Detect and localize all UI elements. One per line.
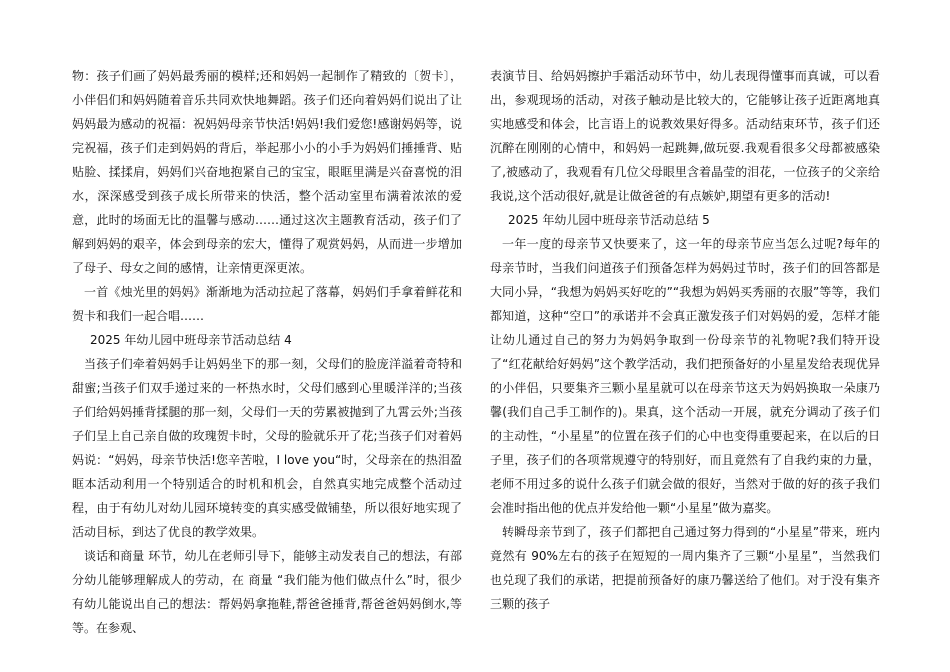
section-heading-4: 2025 年幼儿园中班母亲节活动总结 4 [90, 333, 292, 347]
right-column [490, 64, 880, 616]
paragraph-discussion: 谈话和商量 环节，幼儿在老师引导下，能够主动发表自己的想法，有部分幼儿能够理解成人的劳动，在 商量 “我们能为他们做点什么”时，很少有幼儿能说出自己的想法：帮妈妈拿拖鞋,帮爸爸捶背,帮爸爸妈妈倒水,等等。在参观、 [72, 549, 462, 635]
section-heading-5: 2025 年幼儿园中班母亲节活动总结 5 [508, 213, 710, 227]
paragraph-activities: 表演节目、给妈妈擦护手霜活动环节中，幼儿表现得懂事而真诚，可以看出，参观现场的活动，对孩子触动是比较大的，它能够让孩子近距离地真实地感受和体会，比言语上的说教效果好得多。活动结束环节，孩子们还沉醉在刚刚的心情中，和妈妈一起跳舞,做玩耍.我观看很多父母都被感染了,被感动了，我观看有几位父母眼里含着晶莹的泪花，一位孩子的父亲给我说,这个活动很好,就是让做爸爸的有点嫉妒,期望有更多的活动! [490, 69, 880, 203]
paragraph-song-ending: 一首《烛光里的妈妈》渐渐地为活动拉起了落幕，妈妈们手拿着鲜花和贺卡和我们一起合唱…… [72, 285, 462, 323]
left-column [72, 64, 462, 640]
paragraph-mothers-day: 转瞬母亲节到了，孩子们都把自己通过努力得到的“小星星”带来，班内竟然有 90%左右的孩子在短短的一周内集齐了三颗“小星星”，当然我们也兑现了我们的承诺，把提前预备好的康乃馨送给了他们。对于没有集齐三颗的孩子 [490, 525, 880, 611]
paragraph-summary-5: 一年一度的母亲节又快要来了，这一年的母亲节应当怎么过呢?每年的母亲节时，当我们问道孩子们预备怎样为妈妈过节时，孩子们的回答都是大同小异，“我想为妈妈买好吃的”“我想为妈妈买秀丽的衣服”等等，我们都知道，这种“空口”的承诺并不会真正激发孩子们对妈妈的爱，怎样才能让幼儿通过自己的努力为妈妈争取到一份母亲节的礼物呢?我们特开设了“红花献给好妈妈”这个教学活动，我们把预备好的小星星发给表现优异的小伴侣，只要集齐三颗小星星就可以在母亲节这天为妈妈换取一朵康乃馨(我们自己手工制作的)。果真，这个活动一开展，就充分调动了孩子们的主动性，“小星星”的位置在孩子们的心中也变得重要起来，在以后的日子里，孩子们的各项常规遵守的特别好，而且竟然有了自我约束的力量，老师不用过多的说什么孩子们就会做的很好，当然对于做的好的孩子我们会准时指出他的优点并发给他一颗“小星星”做为嘉奖。 [490, 237, 880, 515]
paragraph-celebration: 物：孩子们画了妈妈最秀丽的模样;还和妈妈一起制作了精致的〔贺卡〕，小伴侣们和妈妈随着音乐共同欢快地舞蹈。孩子们还向着妈妈们说出了让妈妈最为感动的祝福：祝妈妈母亲节快活!妈妈!我们爱您!感谢妈妈等，说完祝福，孩子们走到妈妈的背后，举起那小小的小手为妈妈们捶捶背、贴贴脸、揉揉肩，妈妈们兴奋地抱紧自己的宝宝，眼眶里满是兴奋喜悦的泪水，深深感受到孩子成长所带来的快活，整个活动室里布满着浓浓的爱意，此时的场面无比的温馨与感动……通过这次主题教育活动，孩子们了解到妈妈的艰辛，体会到母亲的宏大，懂得了观赏妈妈，从而进一步增加了母子、母女之间的感情，让亲情更深更浓。 [72, 69, 462, 275]
paragraph-summary-4: 当孩子们牵着妈妈手让妈妈坐下的那一刻，父母们的脸庞洋溢着奇特和甜蜜;当孩子们双手递过来的一杯热水时，父母们感到心里暖洋洋的;当孩子们给妈妈捶背揉腿的那一刻，父母们一天的劳累被抛到了九霄云外;当孩子们呈上自己亲自做的玫瑰贺卡时，父母的脸就乐开了花;当孩子们对着妈妈说：“妈妈，母亲节快活!您辛苦啦，I love you“时，父母亲在的热泪盈眶本活动利用一个特别适合的时机和机会，自然真实地完成整个活动过程，由于有幼儿对幼儿园环境转变的真实感受做铺垫，所以很好地实现了活动目标，到达了优良的教学效果。 [72, 357, 462, 539]
